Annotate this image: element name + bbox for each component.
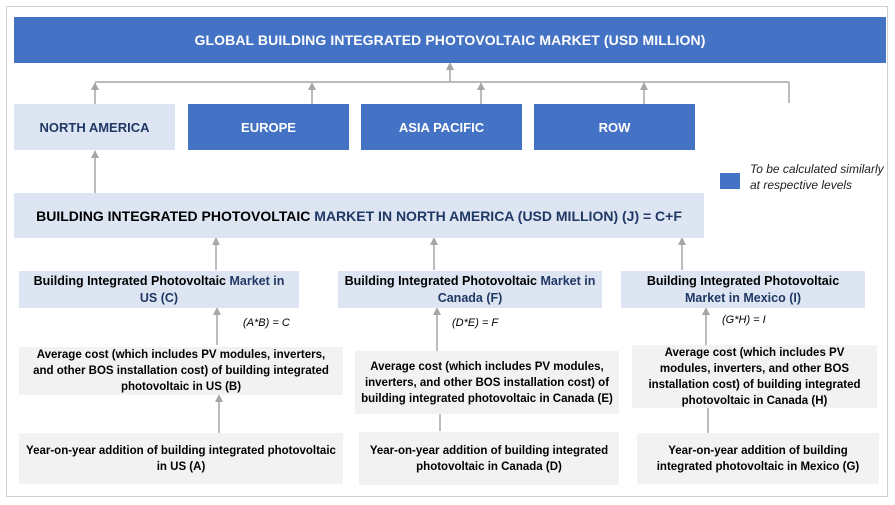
- canada-market-text-part1: Building Integrated Photovoltaic: [344, 273, 541, 288]
- legend-swatch: [720, 173, 740, 189]
- region-asia-pacific-label: ASIA PACIFIC: [398, 119, 485, 135]
- global-market-title-text: GLOBAL BUILDING INTEGRATED PHOTOVOLTAIC MARKET (USD MILLION): [194, 32, 706, 48]
- region-europe-label: EUROPE: [241, 119, 296, 135]
- us-avg-cost-text: Average cost (which includes PV modules, inverters, and other BOS installation cost) of building integrated photovoltaic in US (B): [33, 349, 329, 393]
- canada-market-text-part2: Market in Canada (F): [437, 273, 596, 305]
- us-yoy-box: [19, 433, 343, 484]
- mexico-avg-cost-text: Average cost (which includes PV modules, inverters, and other BOS installation cost) of building integrated photovoltaic in Canada (H): [648, 346, 861, 407]
- us-yoy-text: Year-on-year addition of building integrated photovoltaic in US (A): [26, 444, 336, 473]
- region-north-america: [14, 104, 175, 150]
- region-row-label: ROW: [598, 119, 631, 135]
- region-asia-pacific: [361, 104, 522, 150]
- mexico-yoy-box: [637, 433, 879, 484]
- mexico-avg-cost-box: [632, 345, 877, 408]
- mexico-market-box: [621, 271, 865, 308]
- us-formula: (A*B) = C: [243, 317, 290, 329]
- us-market-text-part2: Market in US (C): [139, 273, 285, 305]
- global-market-title: [14, 17, 886, 63]
- na-market-text-part1: BUILDING INTEGRATED PHOTOVOLTAIC: [36, 207, 315, 224]
- canada-formula: (D*E) = F: [452, 317, 499, 329]
- north-america-market-box: [14, 193, 704, 238]
- canada-avg-cost-box: [355, 351, 619, 414]
- mexico-market-text-part2: Market in Mexico (I): [685, 290, 801, 305]
- region-europe: [188, 104, 349, 150]
- mexico-formula: (G*H) = I: [722, 314, 766, 326]
- us-avg-cost-box: [19, 347, 343, 395]
- us-market-text-part1: Building Integrated Photovoltaic: [33, 273, 230, 288]
- canada-avg-cost-text: Average cost (which includes PV modules, inverters, and other BOS installation cost) of building integrated photovoltaic in Canada (E): [361, 360, 613, 405]
- region-north-america-label: NORTH AMERICA: [39, 119, 150, 135]
- legend-text: To be calculated similarly at respective levels: [750, 162, 884, 192]
- mexico-market-text-part1: Building Integrated Photovoltaic: [646, 273, 840, 288]
- na-market-text-part2: MARKET IN NORTH AMERICA (USD MILLION) (J) = C+F: [314, 207, 682, 224]
- mexico-yoy-text: Year-on-year addition of building integrated photovoltaic in Mexico (G): [656, 444, 860, 473]
- region-row: [534, 104, 695, 150]
- us-market-box: [19, 271, 299, 308]
- canada-yoy-text: Year-on-year addition of building integrated photovoltaic in Canada (D): [369, 444, 609, 473]
- canada-yoy-box: [359, 432, 619, 485]
- canada-market-box: [338, 271, 602, 308]
